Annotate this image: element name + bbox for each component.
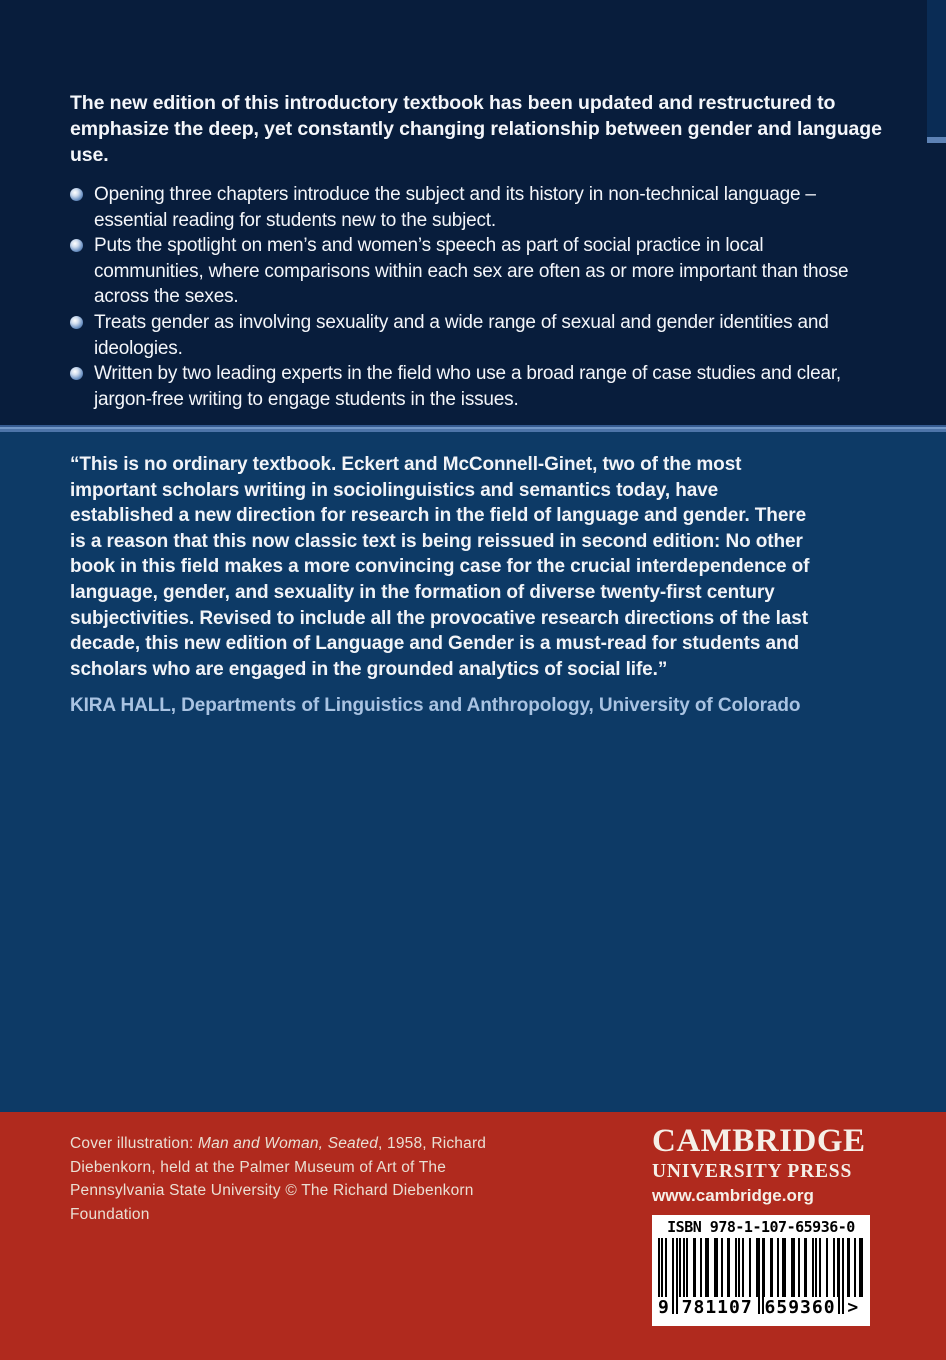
bullet-icon (70, 188, 83, 201)
page-edge-artifact (927, 0, 946, 137)
publisher-section (0, 1112, 946, 1360)
bullet-text: Written by two leading experts in the field who use a broad range of case studies and clear, jargon-free writing to engage students in the issues. (94, 363, 841, 410)
review-section (0, 432, 946, 1112)
bullet-icon (70, 316, 83, 329)
credit-artwork-title: Man and Woman, Seated (198, 1135, 379, 1152)
isbn-digits: 9 781107 659360 > (658, 1296, 860, 1318)
intro-paragraph: The new edition of this introductory textbook has been updated and restructured to emphasize the deep, yet constantly changing relationship between gender and language use. (70, 92, 882, 166)
list-item (70, 361, 870, 412)
barcode (658, 1238, 864, 1297)
isbn-label: ISBN 978-1-107-65936-0 (667, 1217, 855, 1236)
publisher-name: UNIVERSITY PRESS (652, 1160, 853, 1182)
bullet-icon (70, 239, 83, 252)
page-edge-artifact-cap (927, 137, 946, 143)
bullet-icon (70, 367, 83, 380)
review-attribution: KIRA HALL, Departments of Linguistics and Anthropology, University of Colorado (70, 695, 801, 717)
list-item (70, 233, 870, 310)
feature-bullet-list (70, 182, 870, 412)
publisher-website: www.cambridge.org (652, 1185, 814, 1205)
publisher-logo: CAMBRIDGE (652, 1123, 866, 1159)
isbn-barcode-box (652, 1215, 870, 1326)
bullet-text: Puts the spotlight on men’s and women’s speech as part of social practice in local communities, where comparisons within each sex are often as or more important than those across the sexes. (94, 235, 849, 308)
list-item (70, 310, 870, 361)
cover-illustration-credit (70, 1132, 538, 1226)
review-quote: “This is no ordinary textbook. Eckert and McConnell-Ginet, two of the most important scholars writing in sociolinguistics and semantics today, have established a new direction for research in the field of language and gender. There is a reason that this now classic text is being reissued in second edition: No other book in this field makes a more convincing case for the crucial interdependence of language, gender, and sexuality in the formation of diverse twenty-first century subjectivities. Revised to include all the provocative research directions of the last decade, this new edition of Language and Gender is a must-read for students and scholars who are engaged in the grounded analytics of social life.” (70, 454, 810, 680)
bullet-text: Opening three chapters introduce the subject and its history in non-technical language – essential reading for students new to the subject. (94, 184, 816, 231)
credit-prefix: Cover illustration: (70, 1135, 199, 1152)
publisher-block (652, 1124, 870, 1326)
section-divider (0, 425, 946, 432)
bullet-text: Treats gender as involving sexuality and a wide range of sexual and gender identities and ideologies. (94, 311, 829, 359)
credit-suffix: , 1958, Richard Diebenkorn, held at the Palmer Museum of Art of The Pennsylvania State University © The Richard Diebenkorn Foundation (70, 1135, 487, 1223)
list-item (70, 182, 870, 233)
top-section (0, 0, 946, 425)
